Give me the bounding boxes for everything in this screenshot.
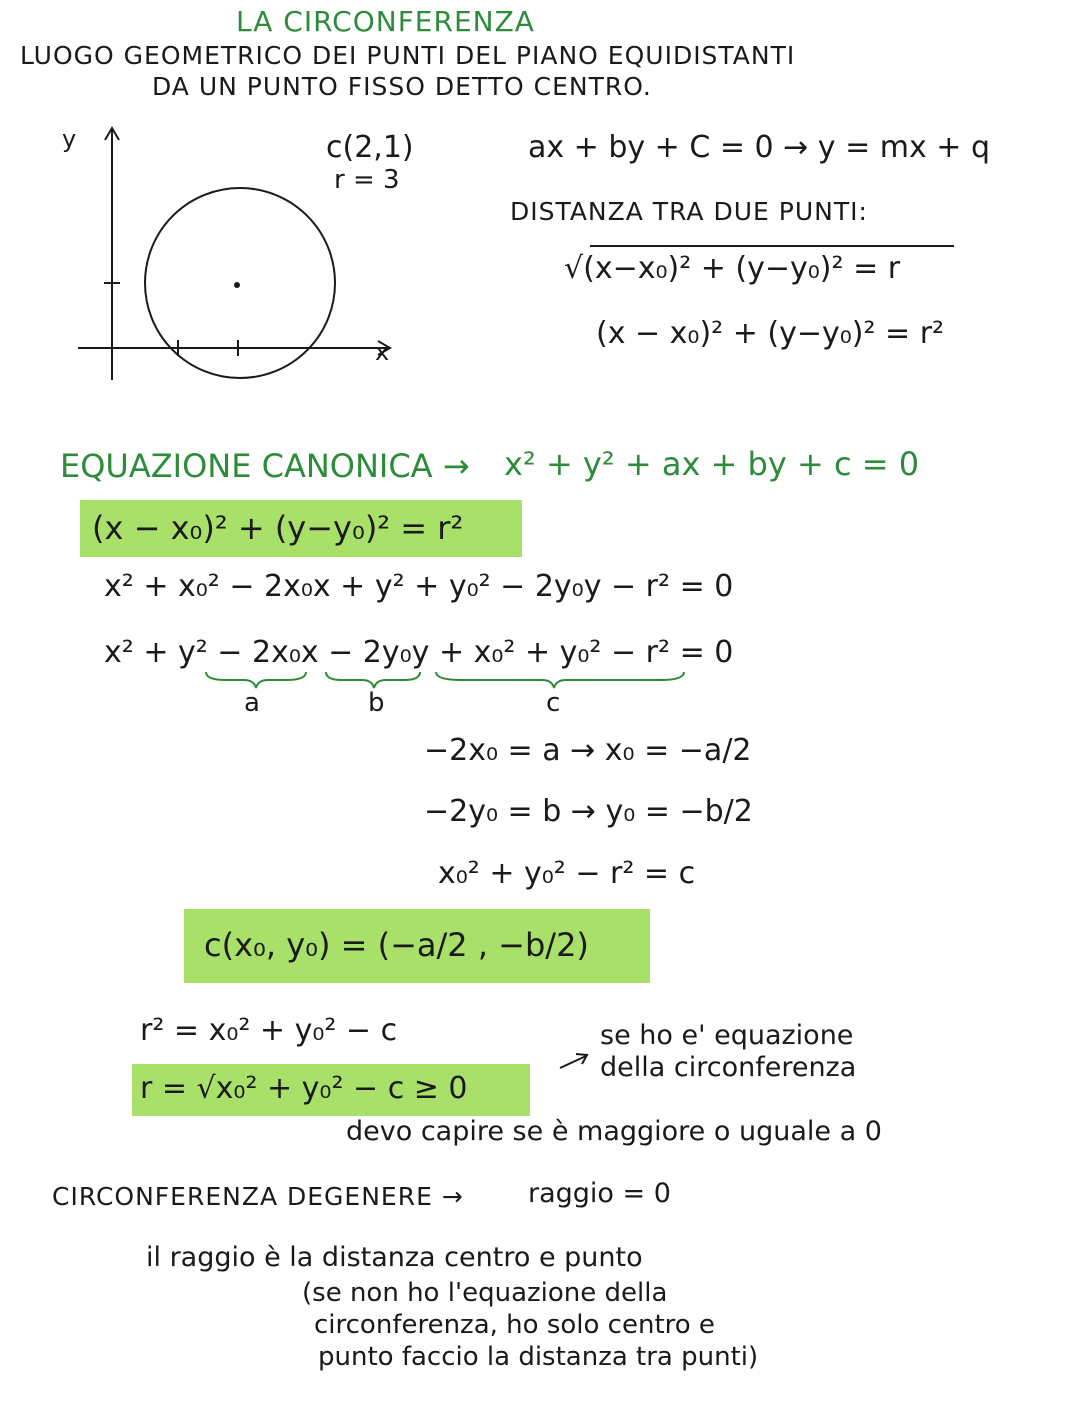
center-formula: c(x₀, y₀) = (−a/2 , −b/2): [204, 926, 589, 964]
definition-line-1: LUOGO GEOMETRICO DEI PUNTI DEL PIANO EQUIDISTANTI: [20, 41, 796, 70]
degenerate-value: raggio = 0: [528, 1178, 671, 1209]
expanded-equation-1: x² + x₀² − 2x₀x + y² + y₀² − 2y₀y − r² = 0: [104, 569, 734, 604]
distance-formula: √(x−x₀)² + (y−y₀)² = r: [564, 251, 901, 286]
sqrt-bar: [590, 245, 954, 247]
distance-title: DISTANZA TRA DUE PUNTI:: [510, 197, 868, 226]
derivation-line-2: −2y₀ = b → y₀ = −b/2: [424, 794, 753, 829]
y-axis-label: y: [62, 125, 77, 153]
radius-label: r = 3: [334, 165, 400, 195]
center-point: [234, 282, 240, 288]
note-line-2: della circonferenza: [600, 1052, 857, 1083]
page-title: LA CIRCONFERENZA: [236, 5, 535, 38]
derivation-line-3: x₀² + y₀² − r² = c: [438, 856, 696, 891]
canonical-formula: x² + y² + ax + by + c = 0: [504, 445, 920, 483]
derivation-line-1: −2x₀ = a → x₀ = −a/2: [424, 733, 752, 768]
degenerate-label: CIRCONFERENZA DEGENERE →: [52, 1182, 464, 1211]
circle: [145, 188, 335, 378]
definition-line-2: DA UN PUNTO FISSO DETTO CENTRO.: [152, 72, 652, 101]
line-equation: ax + by + C = 0 → y = mx + q: [528, 130, 990, 165]
final-note-line-1: il raggio è la distanza centro e punto: [146, 1242, 643, 1273]
x-axis-label: x: [375, 338, 390, 366]
arrow-icon: [556, 1048, 596, 1072]
distance-squared: (x − x₀)² + (y−y₀)² = r²: [596, 316, 945, 351]
brace-label-a: a: [244, 688, 260, 718]
expanded-equation-2: x² + y² − 2x₀x − 2y₀y + x₀² + y₀² − r² = 0: [104, 635, 734, 670]
brace-a: [206, 672, 306, 688]
must-understand-note: devo capire se è maggiore o uguale a 0: [346, 1116, 882, 1147]
brace-c: [436, 672, 684, 688]
grouping-braces: [200, 668, 700, 692]
radius-squared: r² = x₀² + y₀² − c: [140, 1013, 398, 1048]
canonical-label: EQUAZIONE CANONICA →: [60, 447, 470, 485]
boxed-equation: (x − x₀)² + (y−y₀)² = r²: [92, 509, 464, 547]
brace-label-b: b: [368, 688, 385, 718]
final-note-line-3: circonferenza, ho solo centro e: [314, 1310, 715, 1340]
center-label: c(2,1): [326, 130, 414, 165]
final-note-line-2: (se non ho l'equazione della: [302, 1278, 668, 1308]
brace-b: [326, 672, 420, 688]
radius-formula: r = √x₀² + y₀² − c ≥ 0: [140, 1071, 468, 1106]
note-line-1: se ho e' equazione: [600, 1020, 854, 1051]
final-note-line-4: punto faccio la distanza tra punti): [318, 1342, 759, 1372]
brace-label-c: c: [546, 688, 561, 718]
